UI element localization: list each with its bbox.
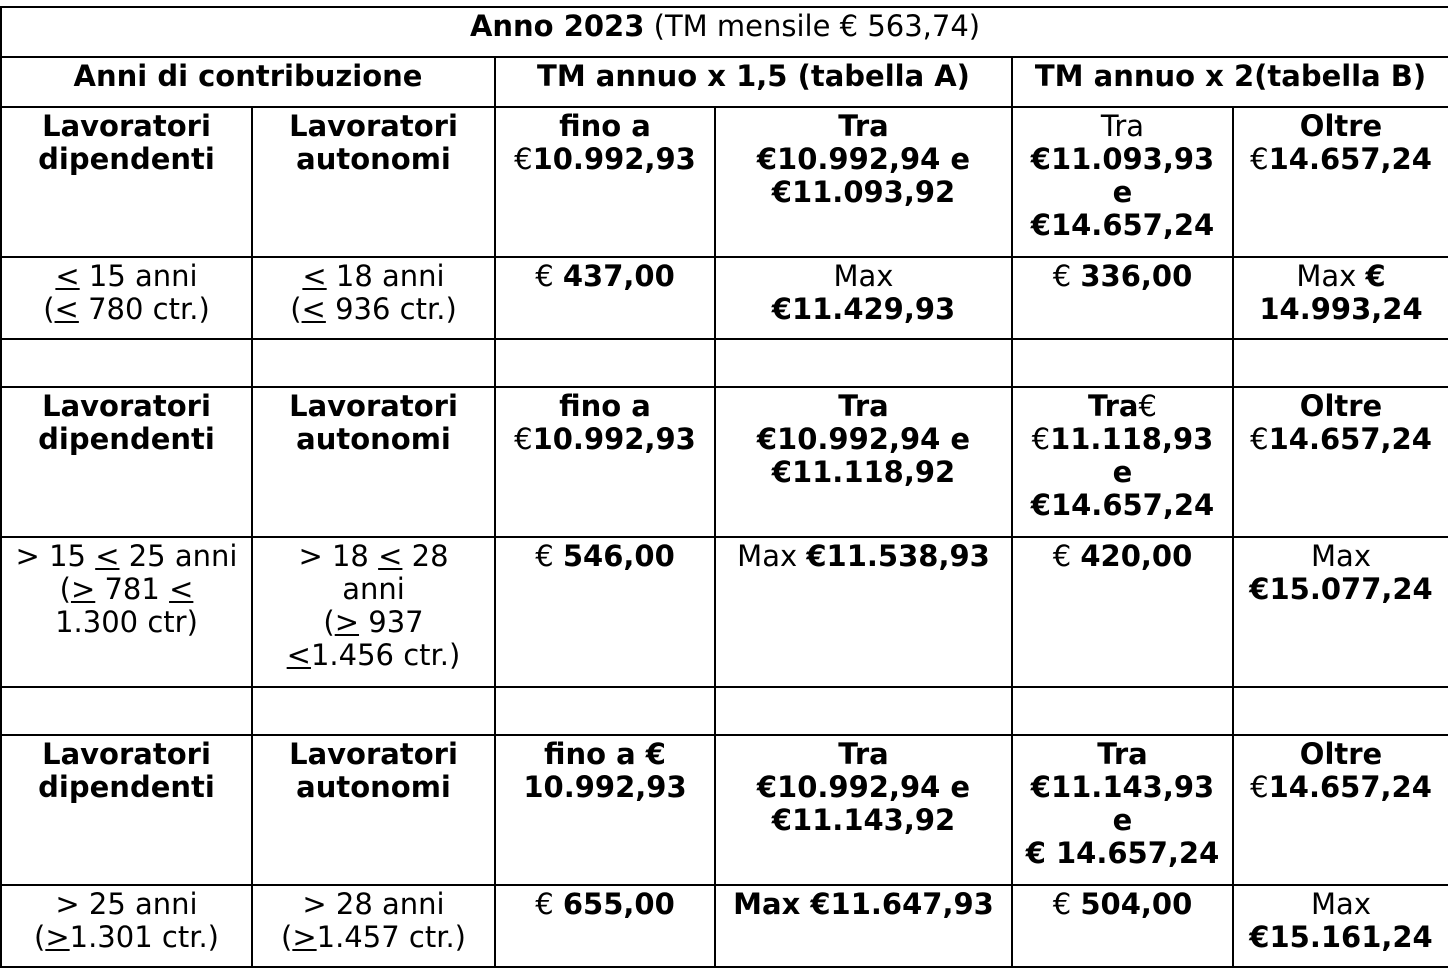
band1-b1-header: Tra €11.093,93 e €14.657,24 <box>1012 107 1233 257</box>
band1-a1-header: fino a €10.992,93 <box>495 107 715 257</box>
band3-b2-value: Max €15.161,24 <box>1233 885 1448 967</box>
band1-b2-value: Max € 14.993,24 <box>1233 257 1448 339</box>
band2-autonomi-range: > 18 < 28 anni (> 937 <1.456 ctr.) <box>252 537 495 687</box>
contribution-table <box>0 6 1448 968</box>
col-dipendenti: Lavoratori dipendenti <box>1 107 252 257</box>
band1-a2-header: Tra €10.992,94 e €11.093,92 <box>715 107 1012 257</box>
title-row <box>1 7 1448 57</box>
band3-a1-header: fino a € 10.992,93 <box>495 735 715 885</box>
band1-a2-value: Max €11.429,93 <box>715 257 1012 339</box>
group-header-row <box>1 57 1448 107</box>
band1-header-row <box>1 107 1448 257</box>
group-table-a: TM annuo x 1,5 (tabella A) <box>495 57 1012 107</box>
band3-autonomi-range: > 28 anni (>1.457 ctr.) <box>252 885 495 967</box>
band1-dipendenti-range: < 15 anni (< 780 ctr.) <box>1 257 252 339</box>
spacer-row <box>1 687 1448 735</box>
band2-a2-header: Tra €10.992,94 e €11.118,92 <box>715 387 1012 537</box>
band1-autonomi-range: < 18 anni (< 936 ctr.) <box>252 257 495 339</box>
band2-b2-value: Max €15.077,24 <box>1233 537 1448 687</box>
band3-values-row <box>1 885 1448 967</box>
band3-dipendenti-range: > 25 anni (>1.301 ctr.) <box>1 885 252 967</box>
band2-b1-value: € 420,00 <box>1012 537 1233 687</box>
table-title: Anno 2023 (TM mensile € 563,74) <box>1 7 1448 57</box>
col-dipendenti: Lavoratori dipendenti <box>1 387 252 537</box>
col-autonomi: Lavoratori autonomi <box>252 107 495 257</box>
col-dipendenti: Lavoratori dipendenti <box>1 735 252 885</box>
spacer-row <box>1 339 1448 387</box>
col-autonomi: Lavoratori autonomi <box>252 735 495 885</box>
band3-a1-value: € 655,00 <box>495 885 715 967</box>
band1-b1-value: € 336,00 <box>1012 257 1233 339</box>
group-table-b: TM annuo x 2(tabella B) <box>1012 57 1448 107</box>
band1-values-row <box>1 257 1448 339</box>
band1-b2-header: Oltre €14.657,24 <box>1233 107 1448 257</box>
col-autonomi: Lavoratori autonomi <box>252 387 495 537</box>
band2-values-row <box>1 537 1448 687</box>
band2-a2-value: Max €11.538,93 <box>715 537 1012 687</box>
band2-header-row <box>1 387 1448 537</box>
band3-a2-header: Tra €10.992,94 e €11.143,92 <box>715 735 1012 885</box>
band3-b2-header: Oltre €14.657,24 <box>1233 735 1448 885</box>
band2-a1-header: fino a €10.992,93 <box>495 387 715 537</box>
band3-a2-value: Max €11.647,93 <box>715 885 1012 967</box>
band3-b1-value: € 504,00 <box>1012 885 1233 967</box>
band2-b1-header: Tra€ €11.118,93 e €14.657,24 <box>1012 387 1233 537</box>
band2-dipendenti-range: > 15 < 25 anni (> 781 < 1.300 ctr) <box>1 537 252 687</box>
band2-b2-header: Oltre €14.657,24 <box>1233 387 1448 537</box>
band1-a1-value: € 437,00 <box>495 257 715 339</box>
band3-b1-header: Tra €11.143,93 e € 14.657,24 <box>1012 735 1233 885</box>
band2-a1-value: € 546,00 <box>495 537 715 687</box>
band3-header-row <box>1 735 1448 885</box>
group-contribution: Anni di contribuzione <box>1 57 495 107</box>
